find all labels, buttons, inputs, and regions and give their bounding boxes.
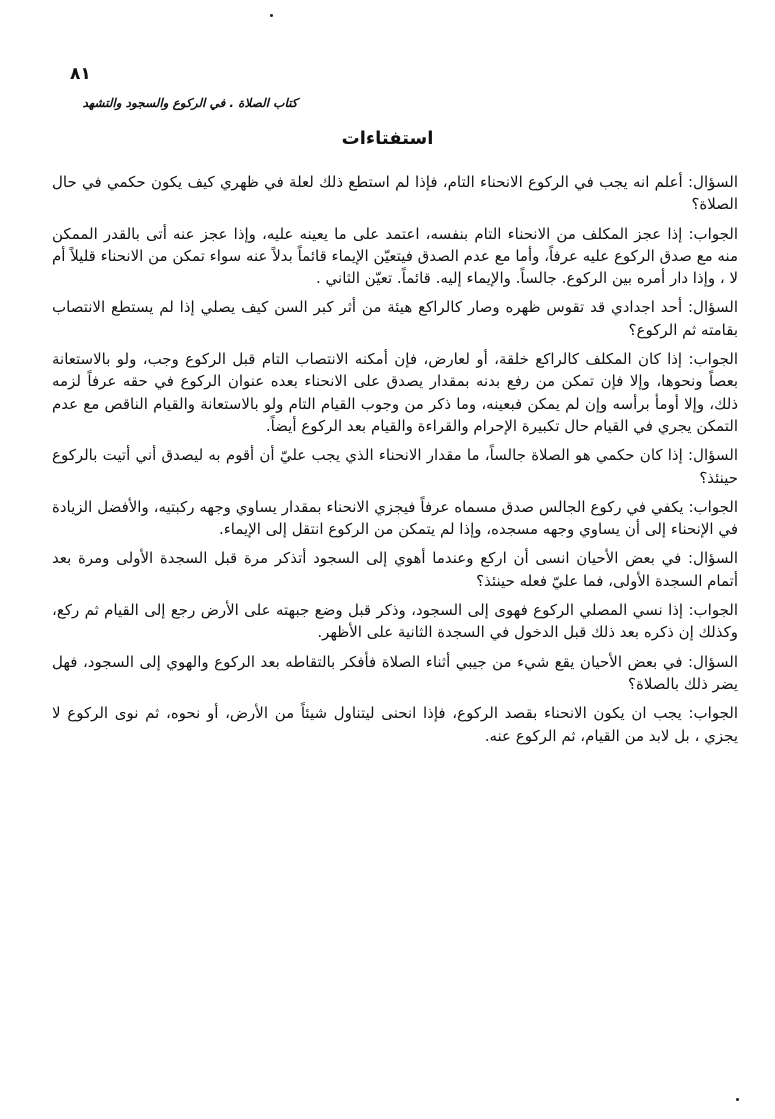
answer-label: الجواب: [688,497,738,516]
question-label: السؤال: [688,298,738,317]
question-paragraph [52,651,738,696]
question-label: السؤال: [688,446,738,465]
question-label: السؤال: [688,652,738,671]
question-text: أعلم انه يجب في الركوع الانحناء التام، فإذا لم استطع ذلك لعلة في ظهري كيف يكون حكمي في حال الصلاة؟ [52,173,738,214]
answer-paragraph [52,496,738,541]
question-text: أحد اجدادي قد تقوس ظهره وصار كالراكع هيئة من أثر كبر السن كيف يصلي إذا لم يستطع الانتصاب بقامته ثم الركوع؟ [52,298,738,339]
scan-speck [270,14,273,17]
answer-text: يجب ان يكون الانحناء بقصد الركوع، فإذا انحنى ليتناول شيئاً من الأرض، أو نحوه، ثم نوى الركوع لا يجزي ، بل لابد من القيام، ثم الركوع عنه. [52,704,738,745]
answer-label: الجواب: [688,350,738,369]
answer-label: الجواب: [688,704,738,723]
question-paragraph [52,171,738,216]
answer-paragraph [52,348,738,437]
running-header: كتاب الصلاة . في الركوع والسجود والتشهد [82,96,298,110]
page-number: ٨١ [70,64,91,84]
scan-speck [736,1098,739,1101]
question-text: في بعض الأحيان انسى أن اركع وعندما أهوي إلى السجود أتذكر مرة قبل السجدة الأولى ومرة بعد أتمام السجدة الأولى، فما عليّ فعله حينئذ؟ [52,549,738,590]
question-paragraph [52,547,738,592]
answer-text: إذا نسي المصلي الركوع فهوى إلى السجود، وذكر قبل وضع جبهته على الأرض رجع إلى القيام ثم ركع، وكذلك إن ذكره بعد ذلك قبل الدخول في السجدة الثانية على الأظهر. [52,601,738,642]
section-title: استفتاءات [341,128,434,149]
answer-label: الجواب: [688,224,738,243]
question-label: السؤال: [688,549,738,568]
answer-paragraph [52,702,738,747]
question-text: إذا كان حكمي هو الصلاة جالساً، ما مقدار الانحناء الذي يجب عليّ أن أقوم به ليصدق أني أتيت بالركوع حينئذ؟ [52,446,738,487]
question-paragraph [52,296,738,341]
answer-text: يكفي في ركوع الجالس صدق مسماه عرفاً فيجزي الانحناء بمقدار يساوي وجهه ركبتيه، والأفضل الزيادة في الإنحناء إلى أن يساوي وجهه مسجده، وإذا لم يتمكن من الركوع انتقل إلى الإيماء. [52,497,738,539]
answer-text: إذا كان المكلف كالراكع خلقة، أو لعارض، فإن أمكنه الانتصاب التام قبل الركوع وجب، ولو بالاستعانة بعصاً ونحوها، وإلا فإن تمكن من رفع بدنه بمقدار يصدق على الانحناء بعده عنوان الركوع في حقه عرفاً لزمه ذلك، وإلا أومأ برأسه وإن لم يمكن فبعينه، وما ذكر من وجوب القيام التام ولو بالاستعانة والقيام الناقص مع عدم التمكن يجري في القيام حال تكبيرة الإحرام والقراءة والقيام بعد الركوع أيضاً. [52,350,738,435]
answer-paragraph [52,599,738,644]
answer-text: إذا عجز المكلف من الانحناء التام بنفسه، اعتمد على ما يعينه عليه، وإذا عجز عنه أتى بالقدر الممكن منه مع صدق الركوع عليه عرفاً، وأما مع عدم الصدق فيتعيّن الإيماء قائماً بدلاً عنه سواء تمكن من الانحناء قليلاً أم لا ، وإذا دار أمره بين الركوع. جالساً. والإيماء إليه. قائماً. تعيّن الثاني . [52,224,738,288]
answer-paragraph [52,223,738,290]
qa-body [52,171,738,754]
answer-label: الجواب: [688,601,738,620]
question-label: السؤال: [688,173,738,191]
question-text: في بعض الأحيان يقع شيء من جيبي أثناء الصلاة فأفكر بالتقاطه بعد الركوع والهوي إلى السجود، فهل يضر ذلك بالصلاة؟ [52,652,738,693]
question-paragraph [52,444,738,489]
